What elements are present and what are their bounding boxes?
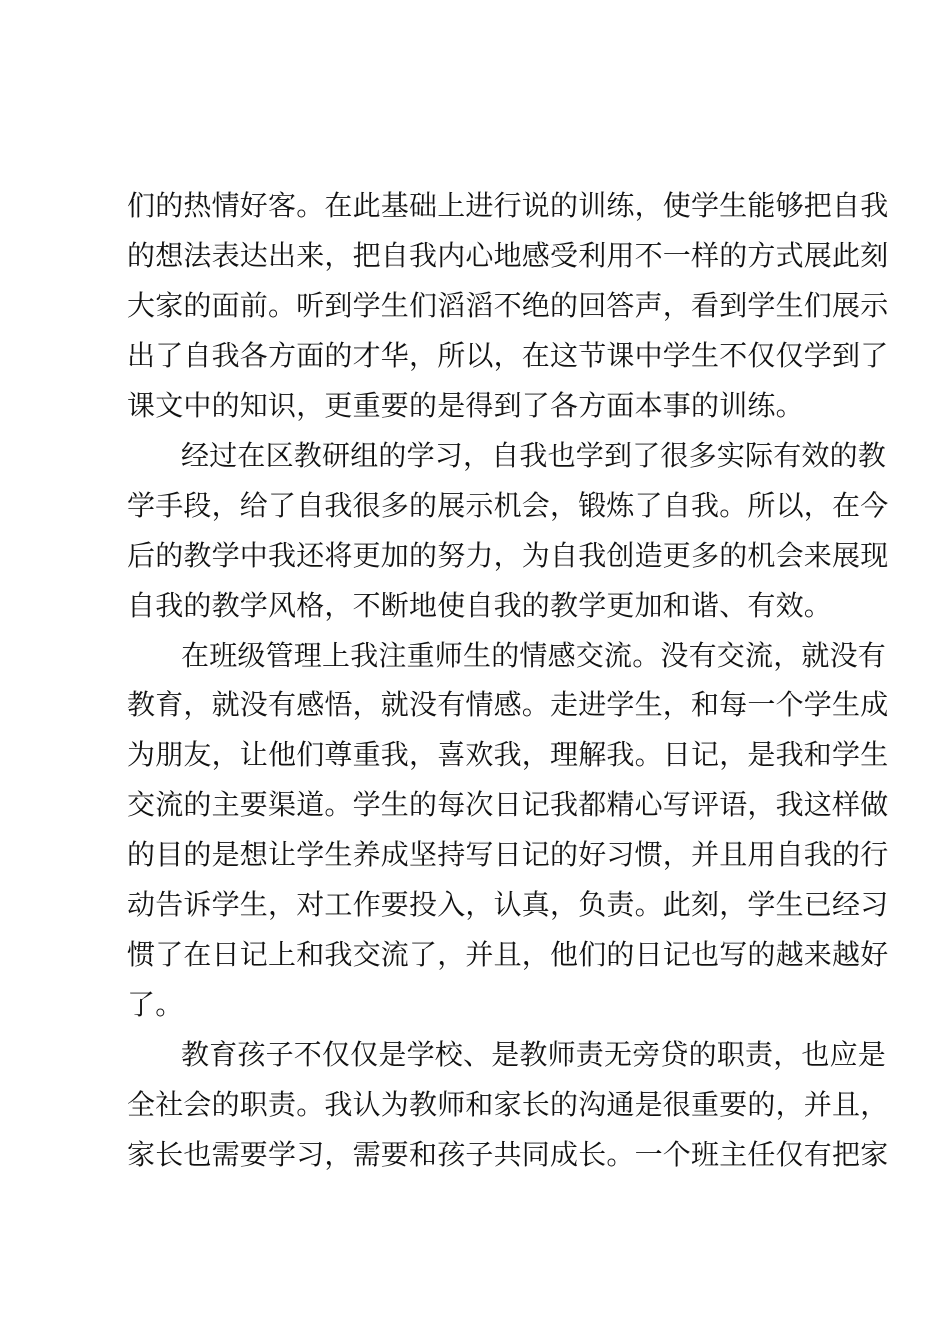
text-line: 教育孩子不仅仅是学校、是教师责无旁贷的职责，也应是: [181, 1038, 887, 1071]
text-line: 们的热情好客。在此基础上进行说的训练，使学生能够把自我: [127, 189, 889, 222]
text-line: 后的教学中我还将更加的努力，为自我创造更多的机会来展现: [127, 539, 889, 572]
text-line: 的想法表达出来，把自我内心地感受利用不一样的方式展此刻: [127, 239, 889, 272]
text-line: 在班级管理上我注重师生的情感交流。没有交流，就没有: [181, 639, 887, 672]
text-line: 自我的教学风格，不断地使自我的教学更加和谐、有效。: [127, 589, 833, 622]
text-line: 课文中的知识，更重要的是得到了各方面本事的训练。: [127, 389, 804, 422]
text-line: 动告诉学生，对工作要投入，认真，负责。此刻，学生已经习: [127, 888, 889, 921]
text-line: 了。: [127, 988, 184, 1021]
text-line: 交流的主要渠道。学生的每次日记我都精心写评语，我这样做: [127, 788, 889, 821]
text-line: 学手段，给了自我很多的展示机会，锻炼了自我。所以，在今: [127, 489, 889, 522]
text-line: 全社会的职责。我认为教师和家长的沟通是很重要的，并且，: [127, 1088, 889, 1121]
text-line: 为朋友，让他们尊重我，喜欢我，理解我。日记，是我和学生: [127, 738, 889, 771]
text-line: 惯了在日记上和我交流了，并且，他们的日记也写的越来越好: [127, 938, 889, 971]
text-line: 大家的面前。听到学生们滔滔不绝的回答声，看到学生们展示: [127, 289, 889, 322]
text-line: 出了自我各方面的才华，所以，在这节课中学生不仅仅学到了: [127, 339, 889, 372]
text-line: 家长也需要学习，需要和孩子共同成长。一个班主任仅有把家: [127, 1138, 889, 1171]
text-line: 的目的是想让学生养成坚持写日记的好习惯，并且用自我的行: [127, 838, 889, 871]
text-line: 经过在区教研组的学习，自我也学到了很多实际有效的教: [181, 439, 887, 472]
text-line: 教育，就没有感悟，就没有情感。走进学生，和每一个学生成: [127, 688, 889, 721]
